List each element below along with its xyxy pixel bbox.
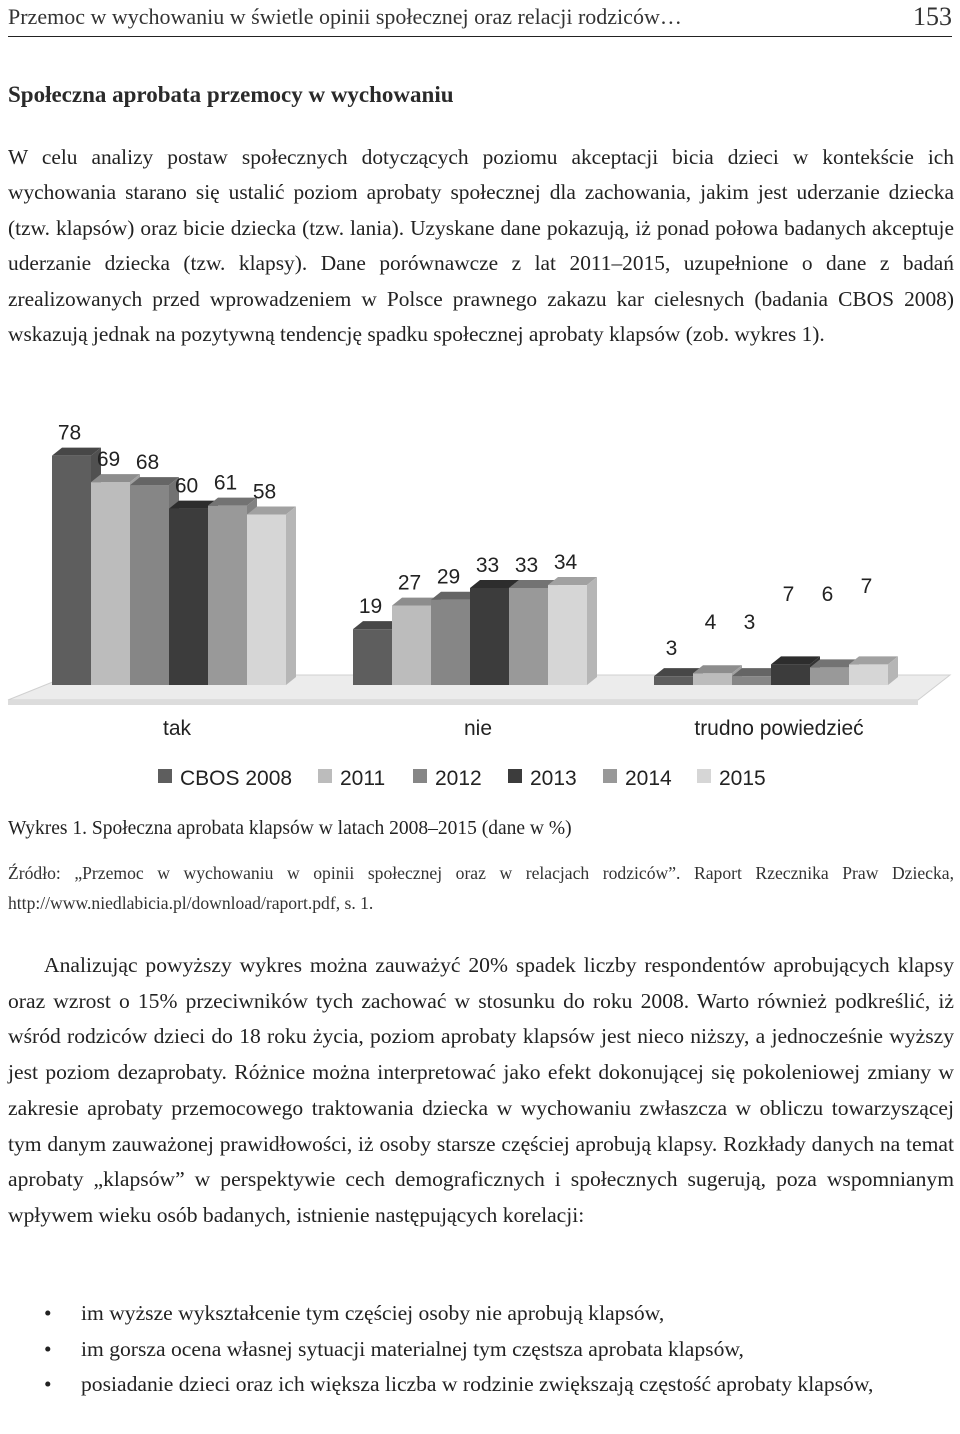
data-label: 60 bbox=[174, 474, 199, 498]
data-label: 33 bbox=[475, 553, 500, 577]
correlation-list bbox=[8, 1296, 954, 1403]
list-item-text: posiadanie dzieci oraz ich większa liczba w rodzinie zwiększają częstość aprobaty klapsów, bbox=[81, 1372, 874, 1397]
legend-item bbox=[508, 767, 577, 790]
bullet-marker: • bbox=[44, 1301, 52, 1325]
list-item bbox=[8, 1367, 954, 1403]
data-label: 7 bbox=[782, 583, 795, 606]
legend-swatch bbox=[697, 769, 711, 783]
data-label: 6 bbox=[821, 583, 834, 606]
running-title: Przemoc w wychowaniu w świetle opinii społecznej oraz relacji rodziców… bbox=[8, 4, 682, 29]
list-item-text: im gorsza ocena własnej sytuacji materialnej tym częstsza aprobata klapsów, bbox=[81, 1336, 744, 1361]
data-label: 7 bbox=[860, 575, 873, 598]
bar bbox=[849, 656, 898, 685]
legend-label: 2012 bbox=[435, 767, 482, 790]
category-label: trudno powiedzieć bbox=[694, 717, 864, 740]
intro-paragraph: W celu analizy postaw społecznych dotyczących poziomu akceptacji bicia dzieci w kontekście ich wychowania starano się ustalić poziom aprobaty społecznej dla zachowania, jakim jest uderzanie dziecka (tzw. klapsów) oraz bicie dziecka (tzw. lania). Uzyskane dane pokazują, iż ponad połowa badanych akceptuje uderzanie dziecka (tzw. klapsy). Dane porównawcze z lat 2011–2015, uzupełnione o dane z badań zrealizowanych przed wprowadzeniem w Polsce prawnego zakazu kar cielesnych (badania CBOS 2008) wskazują jednak na pozytywną tendencję spadku społecznej aprobaty klapsów (zob. wykres 1). bbox=[8, 145, 954, 347]
legend-item bbox=[413, 767, 482, 790]
legend-swatch bbox=[603, 769, 617, 783]
data-label: 61 bbox=[213, 471, 238, 495]
section-title: Społeczna aprobata przemocy w wychowaniu bbox=[8, 82, 454, 107]
legend-label: 2013 bbox=[530, 767, 577, 790]
legend-swatch bbox=[158, 769, 172, 783]
list-item bbox=[8, 1296, 954, 1332]
list-item bbox=[8, 1332, 954, 1368]
legend-item bbox=[697, 767, 766, 790]
data-label: 4 bbox=[704, 611, 717, 634]
legend-swatch bbox=[318, 769, 332, 783]
data-label: 78 bbox=[57, 421, 82, 445]
category-label: tak bbox=[162, 717, 192, 740]
legend-label: 2011 bbox=[340, 767, 386, 790]
analysis-paragraph: Analizując powyższy wykres można zauważyć 20% spadek liczby respondentów aprobujących klapsy oraz wzrost o 15% przeciwników tych zachować w stosunku do roku 2008. Warto również podkreślić, iż wśród rodziców dzieci do 18 roku życia, poziom aprobaty klapsów jest nieco niższy, a jednocześnie wyższy jest poziom dezaprobaty. Różnice można interpretować jako efekt dokonującej się pokoleniowej zmiany w zakresie aprobaty przemocowego traktowania dziecka w wychowaniu zwłaszcza w obliczu towarzyszącej tym danym zauważonej prawidłowości, iż osoby starsze częściej aprobują klapsy. Rozkłady danych na temat aprobaty „klapsów” w perspektywie cech demograficznych i społecznych sugerują, poza wspomnianym wpływem wieku osób badanych, istnienie następujących korelacji: bbox=[8, 953, 954, 1227]
legend-item bbox=[318, 767, 385, 790]
legend-swatch bbox=[413, 769, 427, 783]
source-note: Źródło: „Przemoc w wychowaniu w opinii społecznej oraz w relacjach rodziców”. Raport Rzecznika Praw Dziecka, http://www.niedlabicia.pl/download/raport.pdf, s. 1. bbox=[8, 863, 954, 913]
data-label: 69 bbox=[96, 448, 121, 472]
data-label: 68 bbox=[135, 451, 160, 475]
bullet-marker: • bbox=[44, 1372, 52, 1397]
legend-item bbox=[158, 767, 292, 790]
page-number: 153 bbox=[913, 2, 952, 31]
figure-caption: Wykres 1. Społeczna aprobata klapsów w latach 2008–2015 (dane w %) bbox=[8, 818, 572, 839]
data-label: 34 bbox=[553, 551, 578, 575]
data-label: 27 bbox=[397, 571, 422, 595]
bullet-marker: • bbox=[44, 1336, 52, 1361]
bar bbox=[548, 577, 597, 685]
legend-item bbox=[603, 767, 672, 790]
data-label: 29 bbox=[436, 565, 461, 589]
data-label: 33 bbox=[514, 553, 539, 577]
legend-label: CBOS 2008 bbox=[180, 767, 293, 790]
category-label: nie bbox=[463, 717, 493, 740]
running-header bbox=[8, 0, 952, 37]
list-item-text: im wyższe wykształcenie tym częściej osoby nie aprobują klapsów, bbox=[81, 1301, 665, 1325]
legend-label: 2014 bbox=[625, 767, 672, 790]
data-label: 19 bbox=[358, 595, 383, 619]
bar-chart bbox=[0, 405, 960, 825]
data-label: 58 bbox=[252, 480, 277, 504]
data-label: 3 bbox=[665, 637, 678, 660]
legend-label: 2015 bbox=[719, 767, 766, 790]
legend-swatch bbox=[508, 769, 522, 783]
data-label: 3 bbox=[743, 611, 756, 634]
bar bbox=[247, 506, 296, 685]
